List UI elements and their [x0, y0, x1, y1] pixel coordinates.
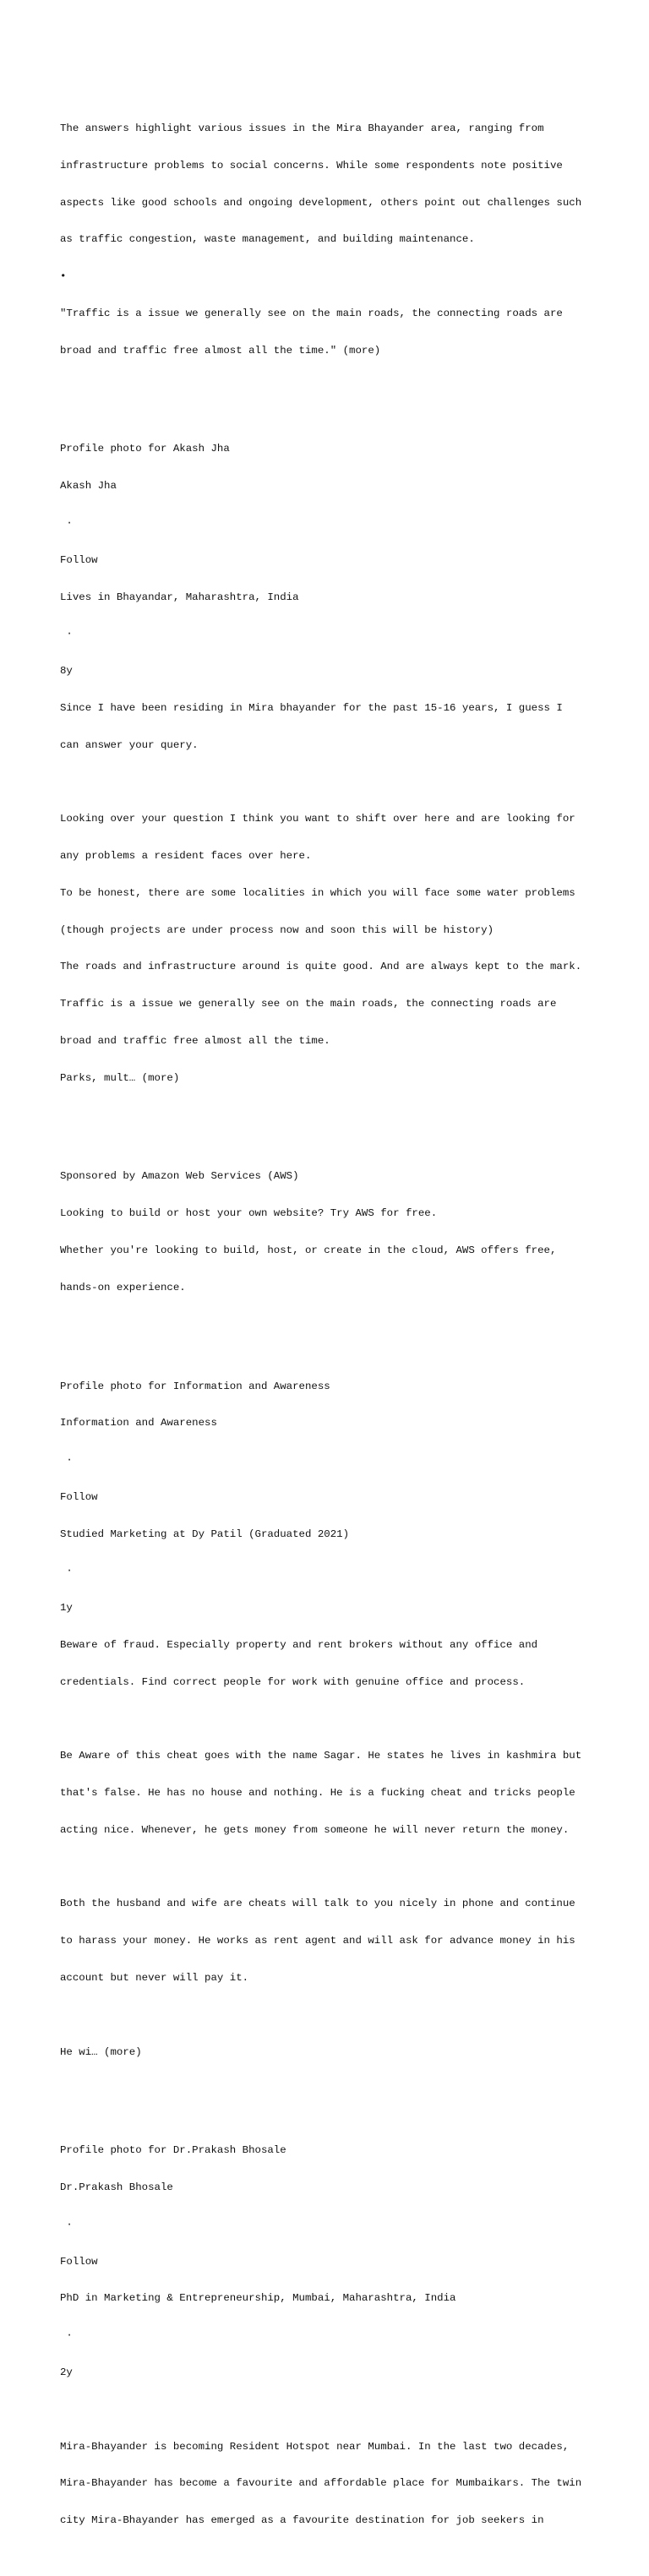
- ad-body-line: Whether you're looking to build, host, or create in the cloud, AWS offers free,: [60, 1244, 557, 1256]
- author-name[interactable]: Dr.Prakash Bhosale: [60, 2181, 173, 2194]
- profile-photo-alt[interactable]: Profile photo for Information and Awareness: [60, 1380, 330, 1392]
- read-more-link[interactable]: He wi… (more): [60, 2045, 142, 2058]
- answer-body-line: credentials. Find correct people for work with genuine office and process.: [60, 1675, 526, 1688]
- answer-body-line: Traffic is a issue we generally see on the main roads, the connecting roads are: [60, 998, 557, 1010]
- answer-body-line: Both the husband and wife are cheats will talk to you nicely in phone and continue: [60, 1898, 575, 1910]
- separator-dot: ·: [60, 1454, 73, 1467]
- answer-body-line: broad and traffic free almost all the time.: [60, 1034, 330, 1047]
- ad-body-line: hands-on experience.: [60, 1281, 186, 1293]
- answer-body-line: Beware of fraud. Especially property and rent brokers without any office and: [60, 1639, 538, 1651]
- author-credential: Lives in Bhayandar, Maharashtra, India: [60, 591, 299, 603]
- answer-body-line: city Mira-Bhayander has emerged as a favourite destination for job seekers in: [60, 2514, 544, 2527]
- author-credential: Studied Marketing at Dy Patil (Graduated 2021): [60, 1528, 350, 1540]
- answer-akash-jha: [60, 418, 601, 1108]
- answer-body-line: Since I have been residing in Mira bhayander for the past 15-16 years, I guess I: [60, 701, 563, 714]
- answer-body-line: acting nice. Whenever, he gets money from someone he will never return the money.: [60, 1823, 570, 1836]
- separator-dot: ·: [60, 2329, 73, 2342]
- answer-body-line: Looking over your question I think you want to shift over here and are looking for: [60, 813, 575, 825]
- answer-body-line: [60, 1861, 601, 1874]
- answer-body-line: To be honest, there are some localities in which you will face some water problems: [60, 886, 575, 899]
- answer-body-line: The roads and infrastructure around is quite good. And are always kept to the mark.: [60, 961, 582, 973]
- follow-button[interactable]: Follow: [60, 2255, 98, 2268]
- answer-body-line: [60, 2009, 601, 2022]
- follow-button[interactable]: Follow: [60, 1490, 98, 1503]
- answer-body-line: that's false. He has no house and nothing. He is a fucking cheat and tricks people: [60, 1787, 575, 1800]
- answer-body-line: Be Aware of this cheat goes with the name Sagar. He states he lives in kashmira but: [60, 1750, 582, 1762]
- summary-line: aspects like good schools and ongoing development, others point out challenges such: [60, 196, 582, 209]
- profile-photo-alt[interactable]: Profile photo for Dr.Prakash Bhosale: [60, 2144, 286, 2157]
- follow-button[interactable]: Follow: [60, 553, 98, 566]
- answer-body-line: Mira-Bhayander has become a favourite and affordable place for Mumbaikars. The twin: [60, 2477, 582, 2490]
- answer-body-line: to harass your money. He works as rent agent and will ask for advance money in his: [60, 1935, 575, 1947]
- answer-information-and-awareness: [60, 1355, 601, 2083]
- ai-summary: [60, 98, 601, 382]
- sponsored-ad: [60, 1146, 601, 1318]
- summary-line: infrastructure problems to social concerns. While some respondents note positive: [60, 159, 563, 172]
- summary-line: as traffic congestion, waste management, and building maintenance.: [60, 233, 475, 246]
- ad-headline[interactable]: Looking to build or host your own website? Try AWS for free.: [60, 1207, 438, 1220]
- sponsored-label[interactable]: Sponsored by Amazon Web Services (AWS): [60, 1170, 299, 1183]
- answer-prakash-bhosale: [60, 2120, 601, 2551]
- answer-body-line: [60, 1713, 601, 1726]
- page-content: [60, 61, 601, 2576]
- answer-age[interactable]: 8y: [60, 665, 73, 678]
- summary-line: The answers highlight various issues in the Mira Bhayander area, ranging from: [60, 122, 544, 134]
- answer-body-line: [60, 776, 601, 788]
- answer-body-line: [60, 2404, 601, 2416]
- answer-age[interactable]: 2y: [60, 2366, 73, 2379]
- bullet-icon: •: [60, 270, 67, 283]
- answer-body-line: any problems a resident faces over here.: [60, 850, 312, 862]
- profile-photo-alt[interactable]: Profile photo for Akash Jha: [60, 443, 230, 455]
- answer-body-line: account but never will pay it.: [60, 1972, 249, 1985]
- summary-quote[interactable]: "Traffic is a issue we generally see on the main roads, the connecting roads are: [60, 307, 563, 319]
- answer-body-line: Mira-Bhayander is becoming Resident Hotspot near Mumbai. In the last two decades,: [60, 2440, 570, 2453]
- separator-dot: ·: [60, 516, 73, 529]
- answer-body-line: can answer your query.: [60, 738, 199, 751]
- author-name[interactable]: Information and Awareness: [60, 1417, 217, 1430]
- read-more-link[interactable]: Parks, mult… (more): [60, 1071, 180, 1084]
- answer-age[interactable]: 1y: [60, 1602, 73, 1615]
- answer-body-line: (though projects are under process now and soon this will be history): [60, 923, 494, 936]
- summary-quote-more[interactable]: broad and traffic free almost all the time." (more): [60, 344, 381, 357]
- author-credential: PhD in Marketing & Entrepreneurship, Mumbai, Maharashtra, India: [60, 2292, 456, 2305]
- separator-dot: ·: [60, 628, 73, 640]
- separator-dot: ·: [60, 2218, 73, 2230]
- author-name[interactable]: Akash Jha: [60, 480, 117, 493]
- separator-dot: ·: [60, 1565, 73, 1577]
